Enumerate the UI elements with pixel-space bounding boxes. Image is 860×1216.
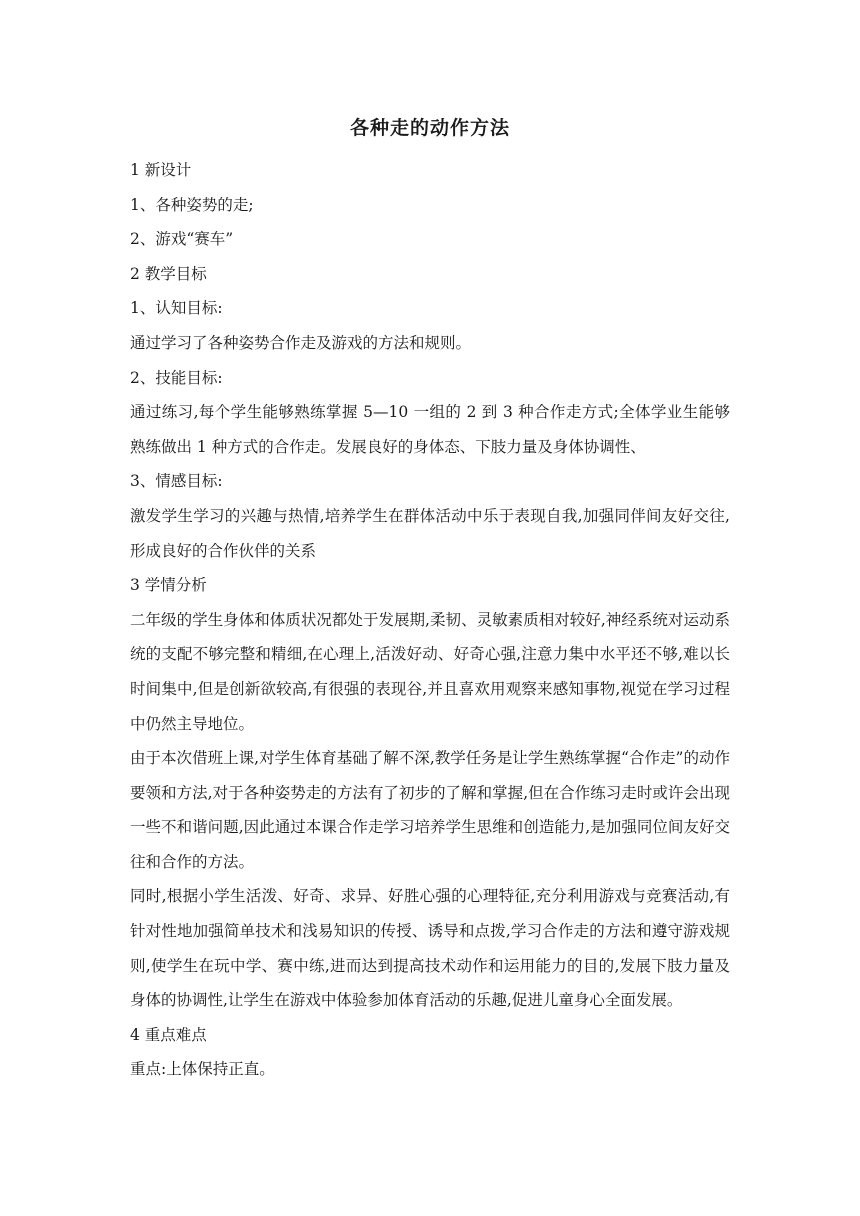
text-line: 通过学习了各种姿势合作走及游戏的方法和规则。 <box>130 333 472 352</box>
paragraph: 由于本次借班上课,对学生体育基础了解不深,教学任务是让学生熟练掌握“合作走”的动作要领和方法,对于各种姿势走的方法有了初步的了解和掌握,但在合作练习走时或许会出现一些不和谐问题,因此通过本课合作走学习培养学生思维和创造能力,是加强同位间友好交往和合作的方法。 <box>130 749 730 871</box>
text-line: 4 重点难点 <box>130 1025 207 1044</box>
text-line: 2、技能目标: <box>130 368 223 387</box>
document-title: 各种走的动作方法 <box>349 117 510 139</box>
text-line: 1 新设计 <box>130 161 192 179</box>
paragraph: 同时,根据小学生活泼、好奇、求异、好胜心强的心理特征,充分利用游戏与竞赛活动,有针对性地加强简单技术和浅易知识的传授、诱导和点拨,学习合作走的方法和遵守游戏规则,使学生在玩中学、赛中练,进而达到提高技术动作和运用能力的目的,发展下肢力量及身体的协调性,让学生在游戏中体验参加体育活动的乐趣,促进儿童身心全面发展。 <box>130 887 730 1010</box>
text-line: 2、游戏“赛车” <box>130 230 234 249</box>
text-line: 3 学情分析 <box>130 576 207 595</box>
text-line: 1、认知目标: <box>130 299 223 318</box>
document-body <box>130 153 730 1087</box>
paragraph: 二年级的学生身体和体质状况都处于发展期,柔韧、灵敏素质相对较好,神经系统对运动系统的支配不够完整和精细,在心理上,活泼好动、好奇心强,注意力集中水平还不够,难以长时间集中,但是创新欲较高,有很强的表现谷,并且喜欢用观察来感知事物,视觉在学习过程中仍然主导地位。 <box>130 610 730 733</box>
text-line: 2 教学目标 <box>130 264 207 283</box>
document-page <box>130 112 730 1087</box>
text-line: 重点:上体保持正直。 <box>130 1060 275 1079</box>
paragraph: 通过练习,每个学生能够熟练掌握 5—10 一组的 2 到 3 种合作走方式;全体学业生能够熟练做出 1 种方式的合作走。发展良好的身体态、下肢力量及身体协调性、 <box>130 403 730 456</box>
text-line: 3、情感目标: <box>130 472 223 491</box>
paragraph: 激发学生学习的兴趣与热情,培养学生在群体活动中乐于表现自我,加强同伴间友好交往,形成良好的合作伙伴的关系 <box>130 506 730 560</box>
text-line: 1、各种姿势的走; <box>130 195 254 214</box>
